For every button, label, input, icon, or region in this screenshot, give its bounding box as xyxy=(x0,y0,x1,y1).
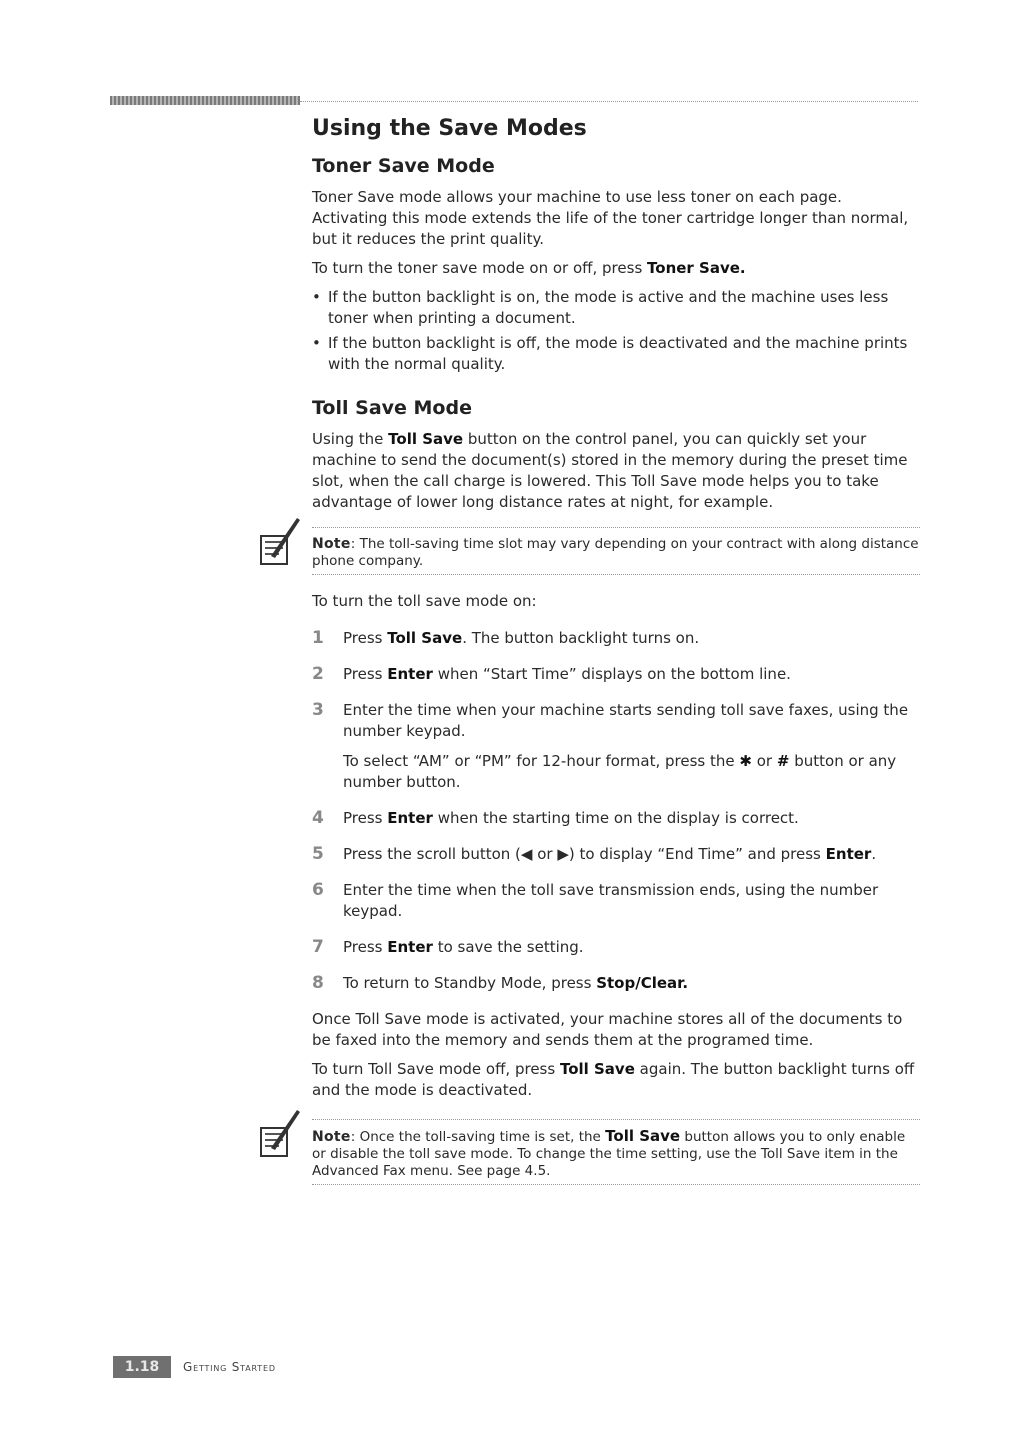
left-arrow-icon: ◀ xyxy=(520,845,533,863)
header-bar-graphic xyxy=(110,96,300,105)
step-number: 8 xyxy=(312,973,324,993)
list-item: 7 Press Enter to save the setting. xyxy=(312,937,584,957)
toner-save-intro: Toner Save mode allows your machine to use less toner on each page. Activating this mode extends the life of the toner cartridge longer than normal, but it reduces the print quality. xyxy=(312,188,909,248)
toll-save-section xyxy=(312,397,920,1185)
right-arrow-icon: ▶ xyxy=(557,845,569,863)
list-item: 5 Press the scroll button (◀ or ▶) to display “End Time” and press Enter. xyxy=(312,844,877,864)
step-number: 3 xyxy=(312,700,324,720)
toll-save-heading: Toll Save Mode xyxy=(312,397,472,419)
toner-save-instruction: To turn the toner save mode on or off, press Toner Save. xyxy=(312,259,746,277)
toll-save-steps xyxy=(312,628,920,994)
list-item: 8 To return to Standby Mode, press Stop/Clear. xyxy=(312,973,689,993)
note-pencil-icon xyxy=(257,516,301,568)
step-number: 2 xyxy=(312,664,324,684)
section-label: Getting Started xyxy=(183,1360,276,1374)
toll-save-off-text: To turn Toll Save mode off, press Toll Save again. The button backlight turns off and the mode is deactivated. xyxy=(312,1060,915,1099)
step-number: 1 xyxy=(312,628,324,648)
bullet-icon: • xyxy=(312,334,321,352)
note-pencil-icon xyxy=(257,1108,301,1160)
page-number: 1.18 xyxy=(113,1356,171,1378)
note-box xyxy=(312,1119,920,1185)
note-text: Note: Once the toll-saving time is set, the Toll Save button allows you to only enable or disable the toll save mode. To change the time setting, use the Toll Save item in the Advanced Fax menu. See page 4.5. xyxy=(312,1127,906,1179)
toner-save-bullets xyxy=(312,287,920,375)
note-text: Note: The toll-saving time slot may vary depending on your contract with along distance phone company. xyxy=(312,536,919,569)
hash-key-icon: # xyxy=(776,752,790,770)
header-rule xyxy=(300,101,918,102)
step-number: 6 xyxy=(312,880,324,900)
star-key-icon: ✱ xyxy=(739,752,752,770)
list-item: 4 Press Enter when the starting time on the display is correct. xyxy=(312,808,799,828)
step-number: 7 xyxy=(312,937,324,957)
list-item: 3 Enter the time when your machine starts sending toll save faxes, using the number keypad. To select “AM” or “PM” for 12-hour format, press the ✱ or # button or any number button. xyxy=(312,700,909,791)
toll-save-once-text: Once Toll Save mode is activated, your machine stores all of the documents to be faxed into the memory and sends them at the programed time. xyxy=(312,1010,903,1049)
toner-save-section xyxy=(312,155,920,375)
list-item: • If the button backlight is on, the mode is active and the machine uses less toner when printing a document. xyxy=(312,288,889,327)
list-item: • If the button backlight is off, the mode is deactivated and the machine prints with the normal quality. xyxy=(312,334,908,373)
page-footer xyxy=(113,1356,276,1378)
bullet-icon: • xyxy=(312,288,321,306)
page-content xyxy=(312,112,920,1199)
list-item: 2 Press Enter when “Start Time” displays on the bottom line. xyxy=(312,664,791,684)
list-item: 6 Enter the time when the toll save transmission ends, using the number keypad. xyxy=(312,880,879,920)
step-number: 4 xyxy=(312,808,324,828)
toll-save-turn-on: To turn the toll save mode on: xyxy=(312,592,537,610)
list-item: 1 Press Toll Save. The button backlight turns on. xyxy=(312,628,700,648)
page-title: Using the Save Modes xyxy=(312,116,587,141)
note-box xyxy=(312,527,920,575)
step-number: 5 xyxy=(312,844,324,864)
toll-save-intro: Using the Toll Save button on the control panel, you can quickly set your machine to send the document(s) stored in the memory during the preset time slot, when the call charge is lowered. This Toll Save mode helps you to take advantage of lower long distance rates at night, for example. xyxy=(312,430,908,511)
toner-save-heading: Toner Save Mode xyxy=(312,155,495,177)
